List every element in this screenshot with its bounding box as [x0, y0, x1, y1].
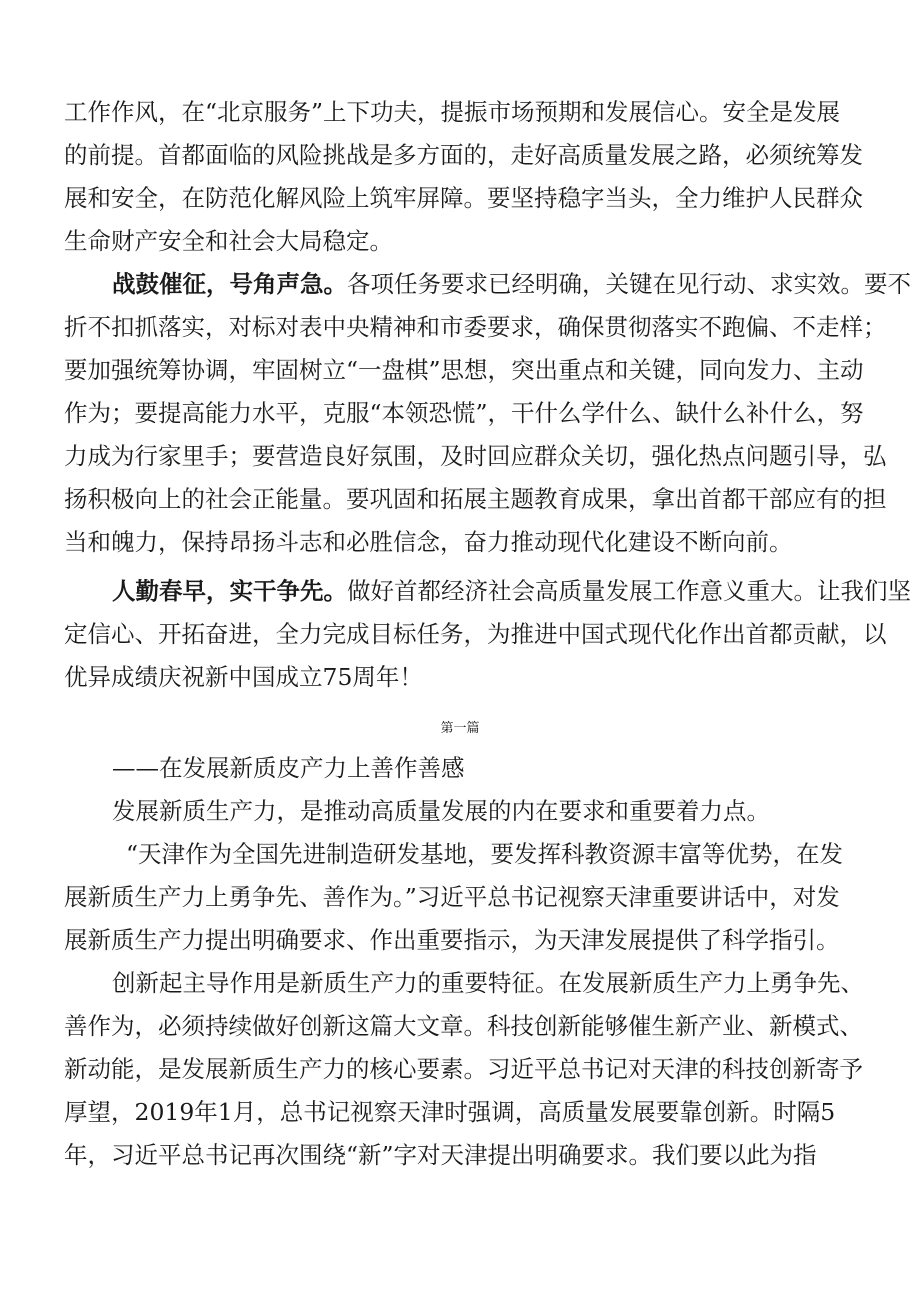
paragraph-line: 作为；要提高能力水平，克服“本领恐慌”，干什么学什么、缺什么补什么，努: [64, 399, 864, 427]
paragraph-lead: 人勤春早，实干争先。: [112, 577, 347, 605]
paragraph-text: 做好首都经济社会高质量发展工作意义重大。让我们坚: [347, 577, 911, 605]
paragraph-line: 生命财产安全和社会大局稳定。: [64, 227, 393, 255]
paragraph-line: “天津作为全国先进制造研发基地，要发挥科教资源丰富等优势，在发: [126, 840, 844, 868]
paragraph-line: 厚望，2019年1月，总书记视察天津时强调，高质量发展要靠创新。时隔5: [64, 1098, 836, 1126]
paragraph-lead: 战鼓催征，号角声急。: [112, 270, 347, 298]
paragraph-line: 优异成绩庆祝新中国成立75周年！: [64, 663, 423, 691]
paragraph-line: 定信心、开拓奋进，全力完成目标任务，为推进中国式现代化作出首都贡献，以: [64, 620, 887, 648]
paragraph-line: 发展新质生产力，是推动高质量发展的内在要求和重要着力点。: [112, 797, 770, 825]
paragraph-line: 当和魄力，保持昂扬斗志和必胜信念，奋力推动现代化建设不断向前。: [64, 528, 793, 556]
paragraph-line: 扬积极向上的社会正能量。要巩固和拓展主题教育成果，拿出首都干部应有的担: [64, 485, 887, 513]
subtitle: ——在发展新质皮产力上善作善感: [112, 754, 465, 782]
paragraph-line: [112, 576, 911, 606]
paragraph-line: 年，习近平总书记再次围绕“新”字对天津提出明确要求。我们要以此为指: [64, 1141, 817, 1169]
paragraph-line: 展新质生产力提出明确要求、作出重要指示，为天津发展提供了科学指引。: [64, 926, 840, 954]
paragraph-line: 展和安全，在防范化解风险上筑牢屏障。要坚持稳字当头，全力维护人民群众: [64, 184, 863, 212]
paragraph-line: 折不扣抓落实，对标对表中央精神和市委要求，确保贯彻落实不跑偏、不走样；: [64, 313, 887, 341]
paragraph-text: 各项任务要求已经明确，关键在见行动、求实效。要不: [347, 270, 911, 298]
paragraph-line: 善作为，必须持续做好创新这篇大文章。科技创新能够催生新产业、新模式、: [64, 1012, 863, 1040]
paragraph-line: 的前提。首都面临的风险挑战是多方面的，走好高质量发展之路，必须统筹发: [64, 141, 863, 169]
paragraph-line: 新动能，是发展新质生产力的核心要素。习近平总书记对天津的科技创新寄予: [64, 1055, 863, 1083]
paragraph-line: 创新起主导作用是新质生产力的重要特征。在发展新质生产力上勇争先、: [112, 969, 864, 997]
paragraph-line: [112, 269, 911, 299]
section-heading: 第一篇: [440, 721, 480, 736]
paragraph-line: 工作作风，在“北京服务”上下功夫，提振市场预期和发展信心。安全是发展: [64, 98, 841, 126]
paragraph-line: 要加强统筹协调，牢固树立“一盘棋”思想，突出重点和关键，同向发力、主动: [64, 356, 864, 384]
paragraph-line: 力成为行家里手；要营造良好氛围，及时回应群众关切，强化热点问题引导，弘: [64, 442, 887, 470]
paragraph-line: 展新质生产力上勇争先、善作为。”习近平总书记视察天津重要讲话中，对发: [64, 883, 840, 911]
